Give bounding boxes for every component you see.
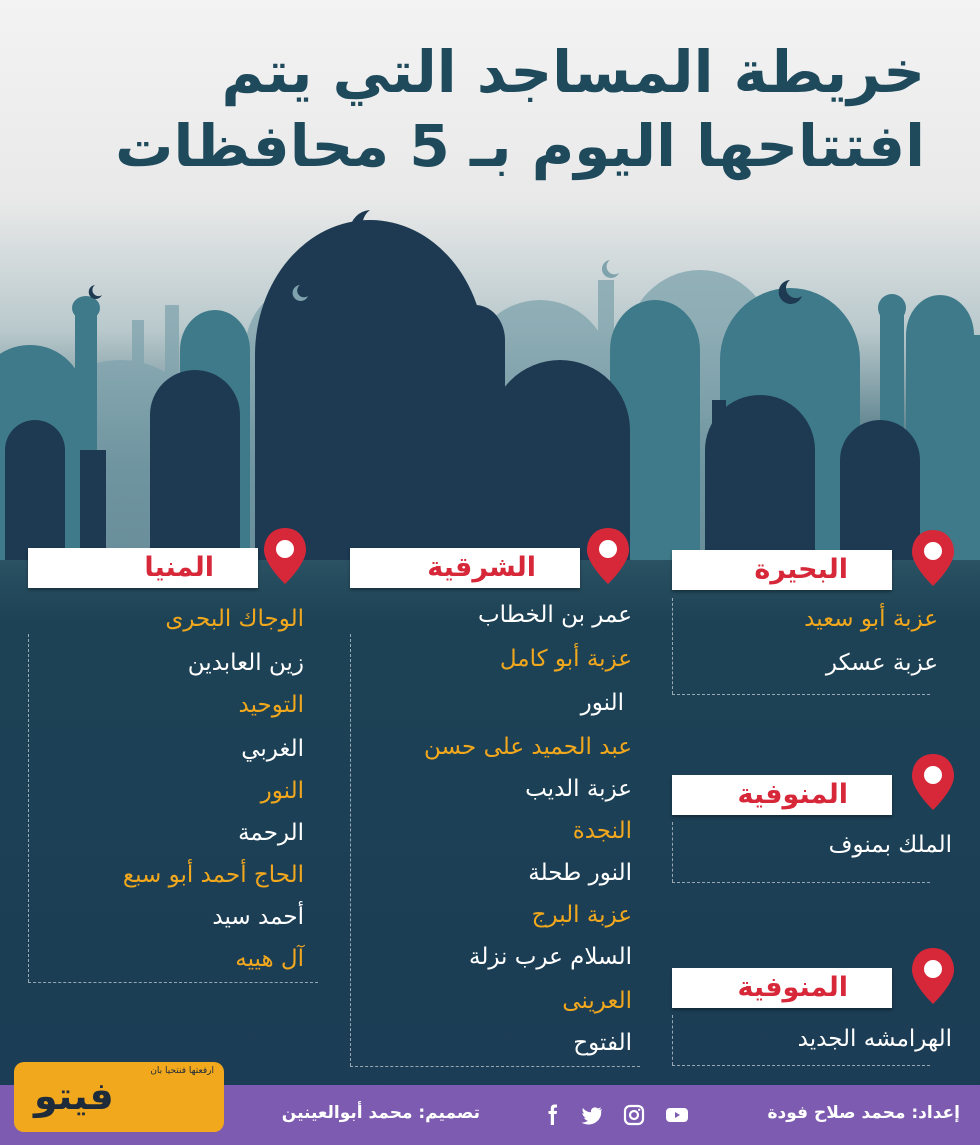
divider-dashed bbox=[672, 598, 673, 694]
page-title-line-2: افتتاحها اليوم بـ 5 محافظات bbox=[115, 112, 925, 180]
mosque-item: زين العابدين bbox=[187, 650, 304, 676]
prepared-by-credit: إعداد: محمد صلاح فودة bbox=[767, 1103, 960, 1123]
brand-logo-text: فيتو bbox=[34, 1074, 114, 1118]
designed-by-credit: تصميم: محمد أبوالعينين bbox=[281, 1103, 480, 1123]
location-pin-icon bbox=[262, 526, 308, 586]
section-title-monufia-1: المنوفية bbox=[737, 779, 848, 810]
section-title-sharqia: الشرقية bbox=[427, 552, 536, 583]
section-title-monufia-2: المنوفية bbox=[737, 972, 848, 1003]
section-header-sharqia bbox=[350, 548, 580, 588]
section-header-beheira bbox=[672, 550, 892, 590]
page-title-line-1: خريطة المساجد التي يتم bbox=[221, 38, 925, 106]
divider-dashed bbox=[672, 694, 930, 695]
mosque-item: عزبة البرج bbox=[531, 902, 632, 928]
mosque-item: النور طحلة bbox=[528, 860, 632, 886]
mosque-item: عزبة الديب bbox=[525, 776, 632, 802]
mosque-item: النور bbox=[580, 690, 624, 716]
brand-logo bbox=[14, 1062, 224, 1132]
divider-dashed bbox=[350, 1066, 640, 1067]
mosque-item: عزبة عسكر bbox=[825, 650, 938, 676]
mosque-item: الهرامشه الجديد bbox=[797, 1026, 952, 1052]
twitter-icon[interactable] bbox=[580, 1103, 604, 1127]
divider-dashed bbox=[672, 822, 673, 882]
mosque-item: الحاج أحمد أبو سبع bbox=[122, 862, 304, 888]
mosque-item: الملك بمنوف bbox=[828, 832, 952, 858]
section-title-minya: المنيا bbox=[144, 552, 214, 583]
divider-dashed bbox=[672, 882, 930, 883]
location-pin-icon bbox=[585, 526, 631, 586]
mosque-item: التوحيد bbox=[238, 692, 304, 718]
divider-dashed bbox=[672, 1065, 930, 1066]
mosque-item: الرحمة bbox=[238, 820, 304, 846]
mosque-item: النور bbox=[260, 778, 304, 804]
divider-dashed bbox=[350, 634, 351, 1066]
location-pin-icon bbox=[910, 528, 956, 588]
mosque-item: آل هييه bbox=[235, 946, 304, 972]
mosque-item: السلام عرب نزلة bbox=[469, 944, 632, 970]
divider-dashed bbox=[28, 982, 318, 983]
section-title-beheira: البحيرة bbox=[754, 554, 848, 585]
mosque-skyline-illustration bbox=[0, 200, 980, 560]
mosque-item: عزبة أبو كامل bbox=[499, 646, 632, 672]
section-header-minya bbox=[28, 548, 258, 588]
divider-dashed bbox=[672, 1015, 673, 1065]
mosque-item: أحمد سيد bbox=[212, 904, 304, 930]
mosque-item: النجدة bbox=[572, 818, 632, 844]
mosque-item: عزبة أبو سعيد bbox=[804, 606, 938, 632]
location-pin-icon bbox=[910, 946, 956, 1006]
mosque-item: العرينى bbox=[562, 988, 632, 1014]
brand-logo-tagline: ارفعتها فنتحيا بان bbox=[150, 1066, 214, 1076]
facebook-icon[interactable] bbox=[540, 1103, 564, 1127]
mosque-item: الوجاك البحرى bbox=[165, 606, 304, 632]
mosque-item: عبد الحميد على حسن bbox=[424, 734, 632, 760]
instagram-icon[interactable] bbox=[622, 1103, 646, 1127]
mosque-item: عمر بن الخطاب bbox=[477, 602, 632, 628]
section-header-monufia-1 bbox=[672, 775, 892, 815]
divider-dashed bbox=[28, 634, 29, 982]
section-header-monufia-2 bbox=[672, 968, 892, 1008]
location-pin-icon bbox=[910, 752, 956, 812]
youtube-icon[interactable] bbox=[665, 1103, 689, 1127]
mosque-item: الفتوح bbox=[573, 1030, 632, 1056]
mosque-item: الغربي bbox=[241, 736, 304, 762]
